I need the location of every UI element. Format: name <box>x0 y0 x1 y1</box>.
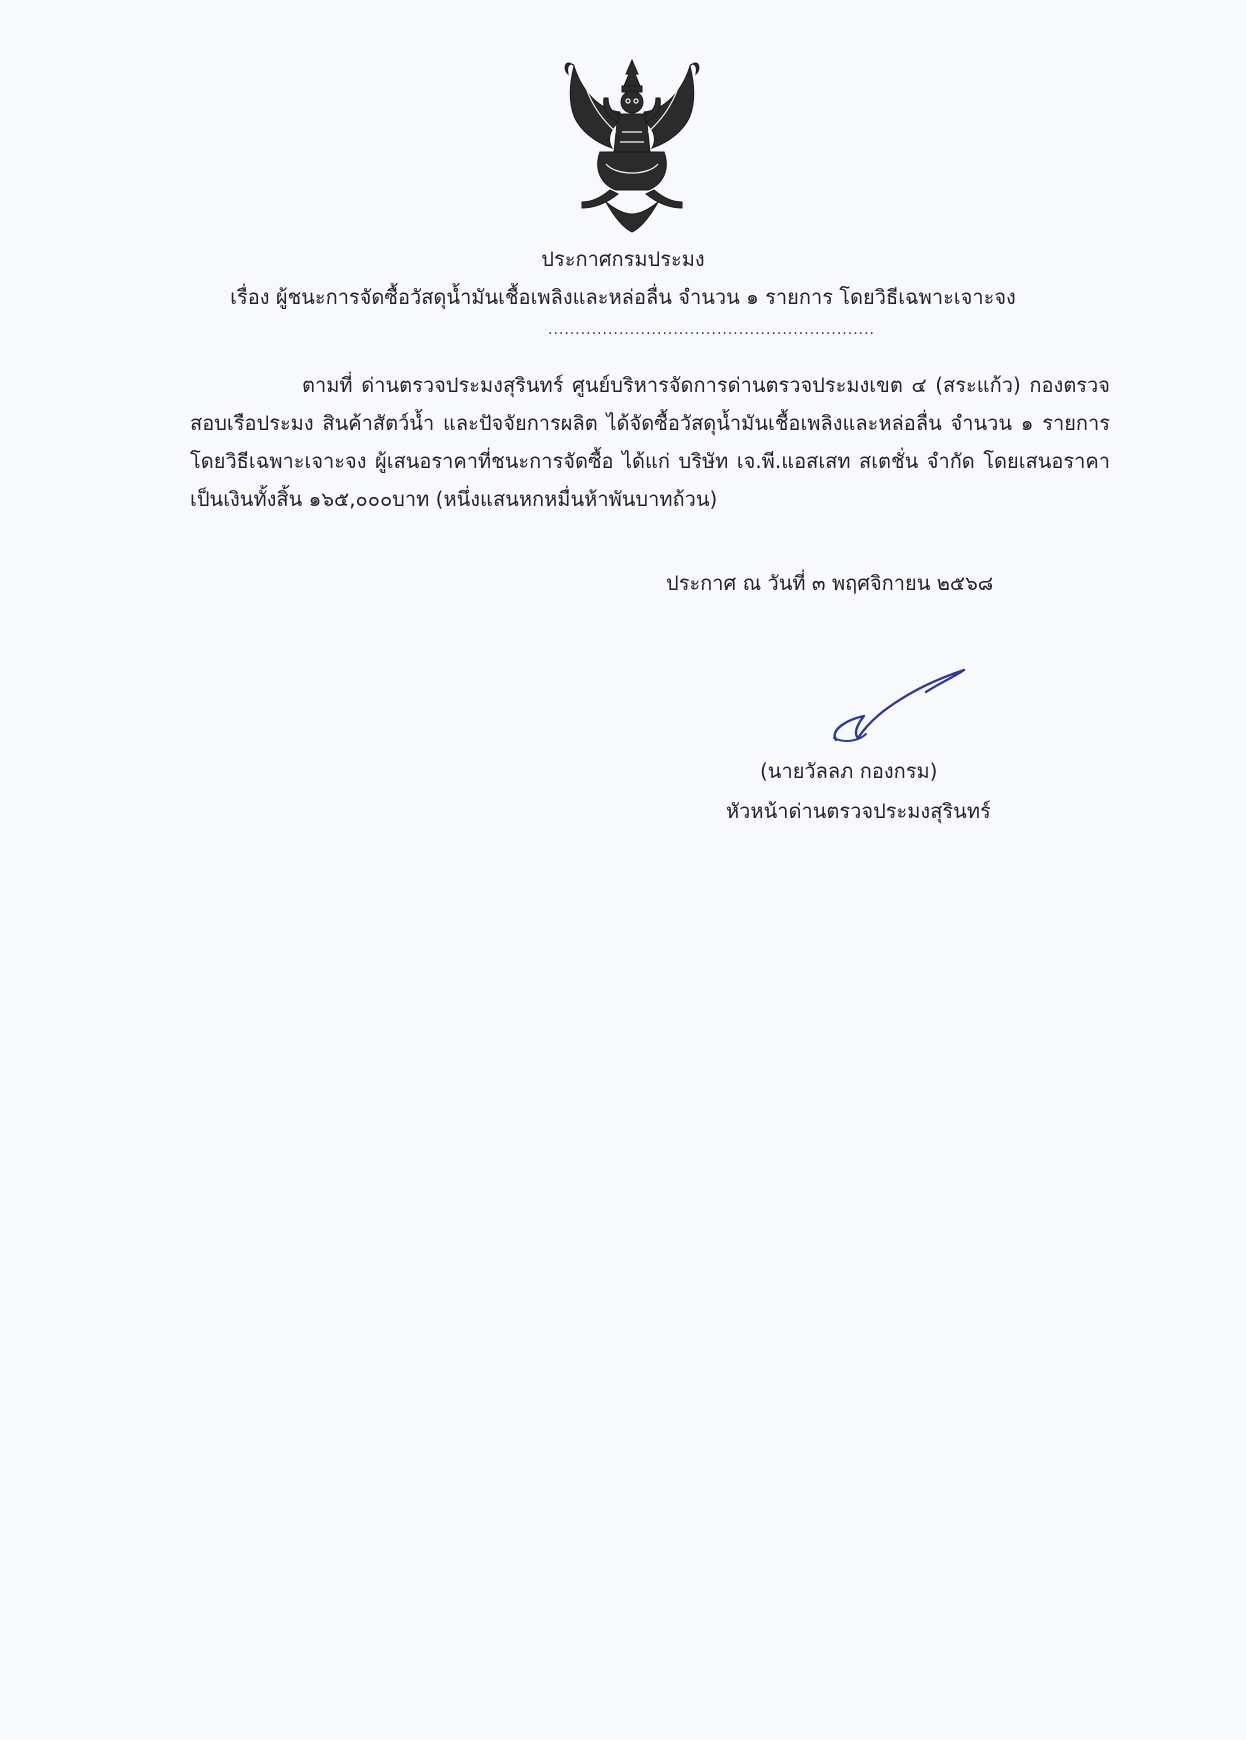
separator-dots: ............................................................ <box>548 322 876 338</box>
signer-position: หัวหน้าด่านตรวจประมงสุรินทร์ <box>726 799 991 823</box>
announcement-title: ประกาศกรมประมง <box>541 247 705 271</box>
announcement-subject: เรื่อง ผู้ชนะการจัดซื้อวัสดุน้ำมันเชื้อเพลิงและหล่อลื่น จำนวน ๑ รายการ โดยวิธีเฉพาะเจาะจง <box>230 285 1016 309</box>
signer-name: (นายวัลลภ กองกรม) <box>760 759 938 783</box>
handwritten-signature-icon <box>826 668 976 748</box>
announcement-body <box>190 366 1110 518</box>
body-paragraph: ตามที่ ด่านตรวจประมงสุรินทร์ ศูนย์บริหารจัดการด่านตรวจประมงเขต ๔ (สระแก้ว) กองตรวจสอบเรือประมง สินค้าสัตว์น้ำ และปัจจัยการผลิต ได้จัดซื้อวัสดุน้ำมันเชื้อเพลิงและหล่อลื่น จำนวน ๑ รายการ โดยวิธีเฉพาะเจาะจง ผู้เสนอราคาที่ชนะการจัดซื้อ ได้แก่ บริษัท เจ.พี.แอสเสท สเตชั่น จำกัด โดยเสนอราคา เป็นเงินทั้งสิ้น ๑๖๕,๐๐๐บาท (หนึ่งแสนหกหมื่นห้าพันบาทถ้วน) <box>190 373 1110 511</box>
announcement-date: ประกาศ ณ วันที่ ๓ พฤศจิกายน ๒๕๖๘ <box>666 571 994 595</box>
garuda-emblem-icon <box>560 52 704 234</box>
